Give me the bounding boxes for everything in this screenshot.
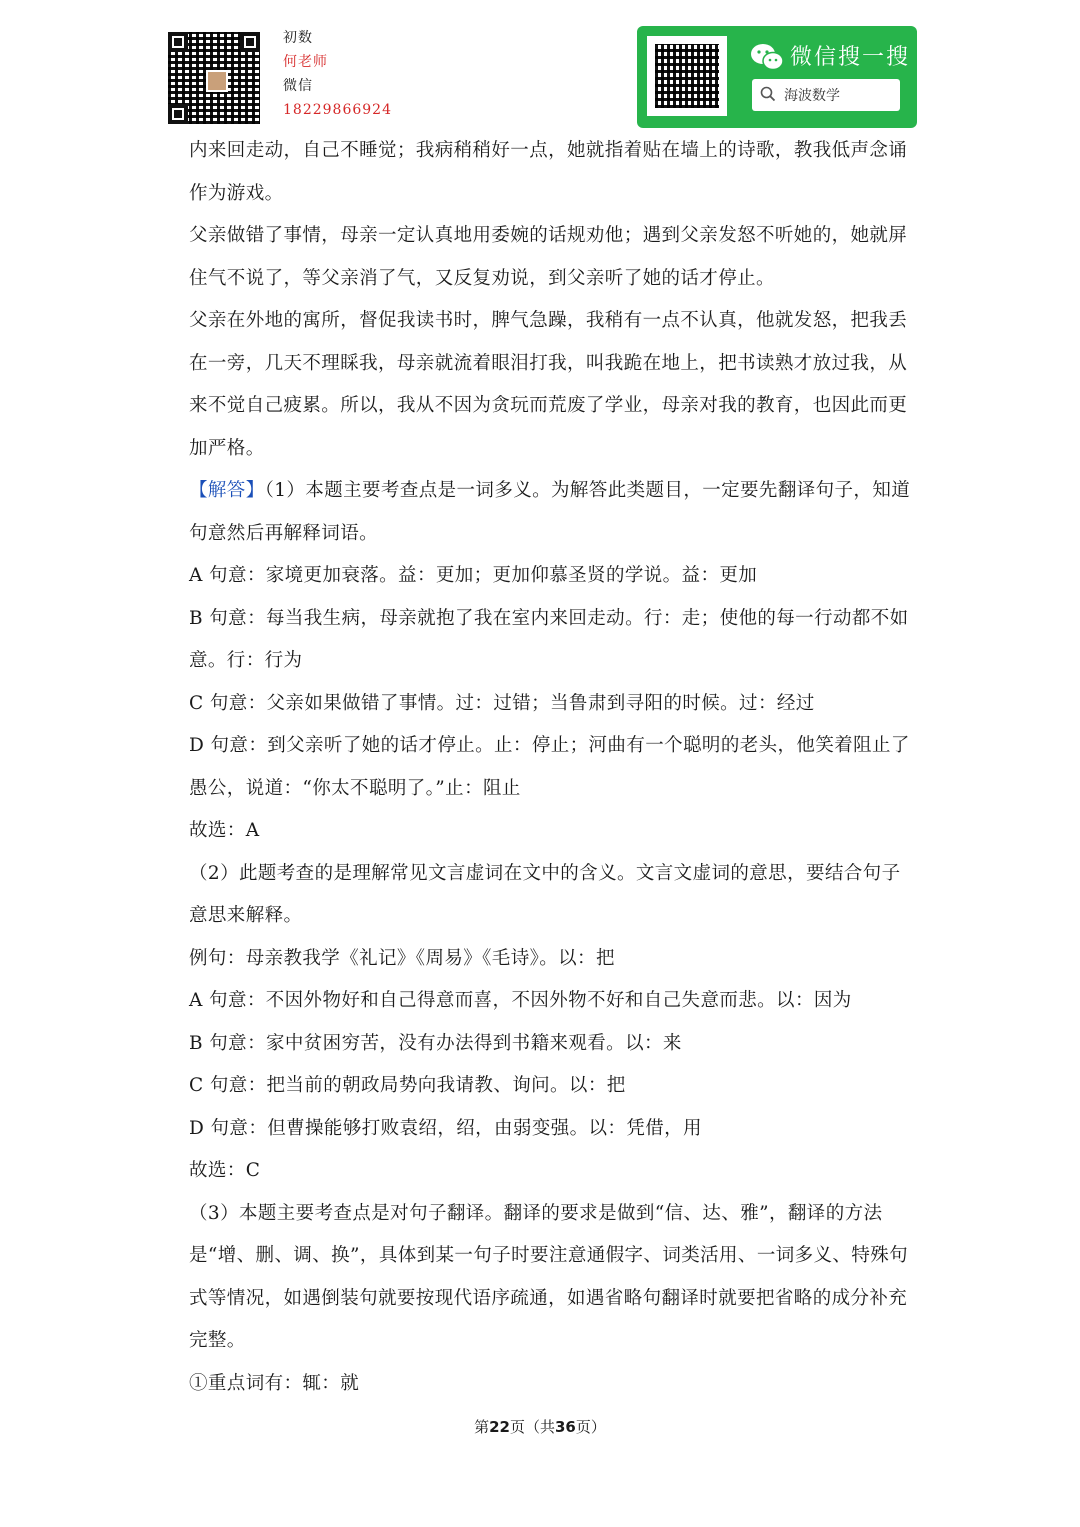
answer-line: ①重点词有：辄：就	[189, 1372, 360, 1394]
page-number	[0, 1416, 1080, 1437]
document-body	[189, 130, 919, 1405]
avatar	[206, 70, 228, 92]
page-prefix: 第	[474, 1418, 490, 1436]
answer-line: B 句意：每当我生病，母亲就抱了我在室内来回走动。行：走；使他的每一行动都不如意。行：行为	[189, 607, 909, 671]
answer-line: A 句意：不因外物好和自己得意而喜，不因外物不好和自己失意而悲。以：因为	[189, 990, 852, 1011]
answer-line: 例句：母亲教我学《礼记》《周易》《毛诗》。以：把	[189, 947, 615, 969]
answer-choice: 故选：C	[189, 1160, 261, 1181]
paragraph: 父亲做错了事情，母亲一定认真地用委婉的话规劝他；遇到父亲发怒不听她的，她就屏住气不说了，等父亲消了气，又反复劝说，到父亲听了她的话才停止。	[189, 225, 908, 289]
answer-line: （2）此题考查的是理解常见文言虚词在文中的含义。文言文虚词的意思，要结合句子意思来解释。	[189, 862, 901, 926]
teacher-qr-code	[168, 32, 260, 124]
answer-line: D 句意：到父亲听了她的话才停止。止：停止；河曲有一个聪明的老头，他笑着阻止了愚公，说道：“你太不聪明了。”止：阻止	[189, 735, 910, 799]
answer-label: 【解答】	[189, 480, 265, 501]
wechat-icon	[750, 42, 784, 72]
current-page: 22	[489, 1418, 510, 1436]
search-term: 海波数学	[784, 88, 840, 104]
wechat-search-banner[interactable]	[637, 26, 917, 128]
contact-info	[283, 26, 392, 122]
answer-choice: 故选：A	[189, 820, 260, 841]
promo-title: 微信搜一搜	[790, 45, 911, 70]
answer-line: D 句意：但曹操能够打败袁绍，绍，由弱变强。以：凭借，用	[189, 1117, 702, 1139]
answer-intro	[189, 470, 919, 555]
contact-wechat-label: 微信	[283, 78, 313, 94]
search-box[interactable]	[752, 79, 900, 111]
paragraph: 父亲在外地的寓所，督促我读书时，脾气急躁，我稍有一点不认真，他就发怒，把我丢在一旁，几天不理睬我，母亲就流着眼泪打我，叫我跪在地上，把书读熟才放过我，从来不觉自己疲累。所以，我从不因为贪玩而荒废了学业，母亲对我的教育，也因此而更加严格。	[189, 310, 908, 459]
answer-line: A 句意：家境更加衰落。益：更加；更加仰慕圣贤的学说。益：更加	[189, 565, 758, 586]
paragraph: 内来回走动，自己不睡觉；我病稍稍好一点，她就指着贴在墙上的诗歌，教我低声念诵作为游戏。	[189, 140, 908, 204]
answer-line: C 句意：把当前的朝政局势向我请教、询问。以：把	[189, 1075, 626, 1096]
page-middle: 页（共	[509, 1418, 555, 1436]
search-icon	[760, 86, 776, 102]
promo-qr-code	[647, 36, 727, 116]
answer-line: （3）本题主要考查点是对句子翻译。翻译的要求是做到“信、达、雅”，翻译的方法是“增、删、调、换”，具体到某一句子时要注意通假字、词类活用、一词多义、特殊句式等情况，如遇倒装句就要按现代语序疏通，如遇省略句翻译时就要把省略的成分补充完整。	[189, 1202, 909, 1351]
page-suffix: 页）	[575, 1418, 606, 1436]
contact-phone: 18229866924	[283, 102, 392, 118]
contact-subject: 初数	[283, 30, 313, 46]
answer-line: C 句意：父亲如果做错了事情。过：过错；当鲁肃到寻阳的时候。过：经过	[189, 692, 815, 714]
answer-intro-text: （1）本题主要考查点是一词多义。为解答此类题目，一定要先翻译句子，知道句意然后再解释词语。	[189, 480, 911, 544]
contact-teacher: 何老师	[283, 54, 328, 70]
answer-line: B 句意：家中贫困穷苦，没有办法得到书籍来观看。以：来	[189, 1032, 682, 1054]
total-pages: 36	[555, 1418, 576, 1436]
